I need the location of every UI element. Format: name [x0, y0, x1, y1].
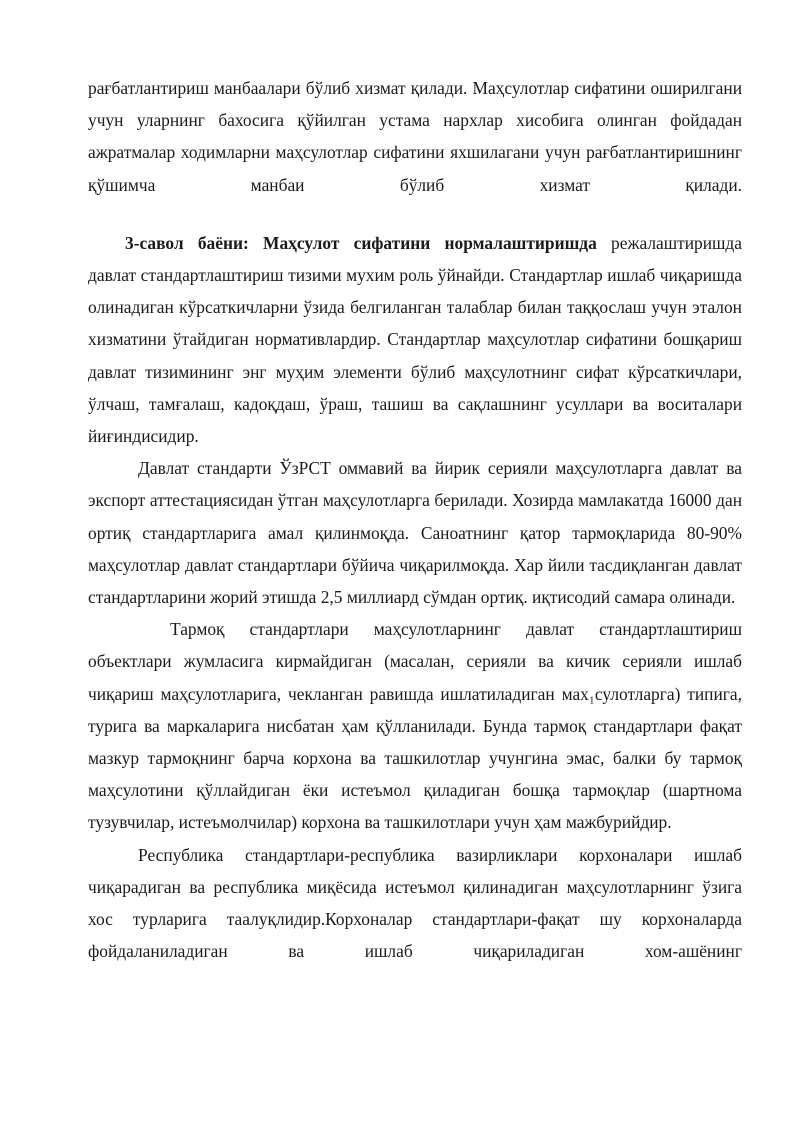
- paragraph-text: Давлат стандарти ЎзРСТ оммавий ва йирик серияли маҳсулотларга давлат ва экспорт аттестациясидан ўтган маҳсулотларга берилади. Хозирда мамлакатда 16000 дан ортиқ стандартларига амал қилинмоқда. Саноатнинг қатор тармоқларида 80-90% маҳсулотлар давлат стандартлари бўйича чиқарилмоқда. Хар йили тасдиқланган давлат стандартларини жорий этишда 2,5 миллиард сўмдан ортиқ. иқтисодий самара олинади.: [88, 458, 742, 608]
- paragraph-text: рағбатлантириш манбаалари бўлиб хизмат қилади. Маҳсулотлар сифатини оширилгани учун уларнинг бахосига қўйилган устама нархлар хисобига олинган фойдадан ажратмалар ходимларни маҳсулотлар сифатини яхшилагани учун рағбатлантиришнинг қўшимча манбаи бўлиб хизмат қилади.: [88, 78, 742, 195]
- paragraph-text: Республика стандартлари-республика вазирликлари корхоналари ишлаб чиқарадиган ва республика миқёсида истеъмол қилинадиган маҳсулотларнинг ўзига хос турларига таалуқлидир.Корхоналар стандартлари-фақат шу корхоналарда фойдаланиладиган ва ишлаб чиқариладиган хом-ашёнинг: [88, 844, 742, 962]
- paragraph-gap: [88, 201, 742, 227]
- paragraph-question-3: [88, 227, 742, 452]
- question-heading: 3-савол баёни: Маҳсулот сифатини нормалаштиришда: [125, 232, 597, 253]
- paragraph-republic-standards: [88, 839, 742, 968]
- document-page: [88, 72, 742, 967]
- paragraph-incentives: [88, 72, 742, 201]
- paragraph-text: режалаштиришда давлат стандартлаштириш тизими мухим роль ўйнайди. Стандартлар ишлаб чиқаришда олинадиган кўрсаткичларни ўзида белгиланган талаблар билан таққослаш учун эталон хизматини ўтайдиган нормативлардир. Стандартлар маҳсулотлар сифатини бошқариш давлат тизимининг энг муҳим элементи бўлиб маҳсулотнинг сифат кўрсаткичлари, ўлчаш, тамғалаш, кадоқдаш, ўраш, ташиш ва сақлашнинг усуллари ва воситалари йиғиндисидир.: [88, 232, 742, 447]
- paragraph-text: Тармоқ стандартлари маҳсулотларнинг давлат стандартлаштириш объектлари жумласига кирмайдиган (масалан, серияли ва кичик серияли ишлаб чиқариш маҳсулотларига, чекланган равишда ишлатиладиган мах₁сулотларга) типига, турига ва маркаларига нисбатан ҳам қўлланилади. Бунда тармоқ стандартлари фақат мазкур тармоқнинг барча корхона ва ташкилотлар учунгина эмас, балки бу тармоқ маҳсулотини қўллайдиган ёки истеъмол қиладиган бошқа тармоқлар (шартнома тузувчилар, истеъмолчилар) корхона ва ташкилотлари учун ҳам мажбурийдир.: [88, 619, 742, 833]
- paragraph-branch-standards: [88, 613, 742, 838]
- paragraph-state-standard: [88, 452, 742, 613]
